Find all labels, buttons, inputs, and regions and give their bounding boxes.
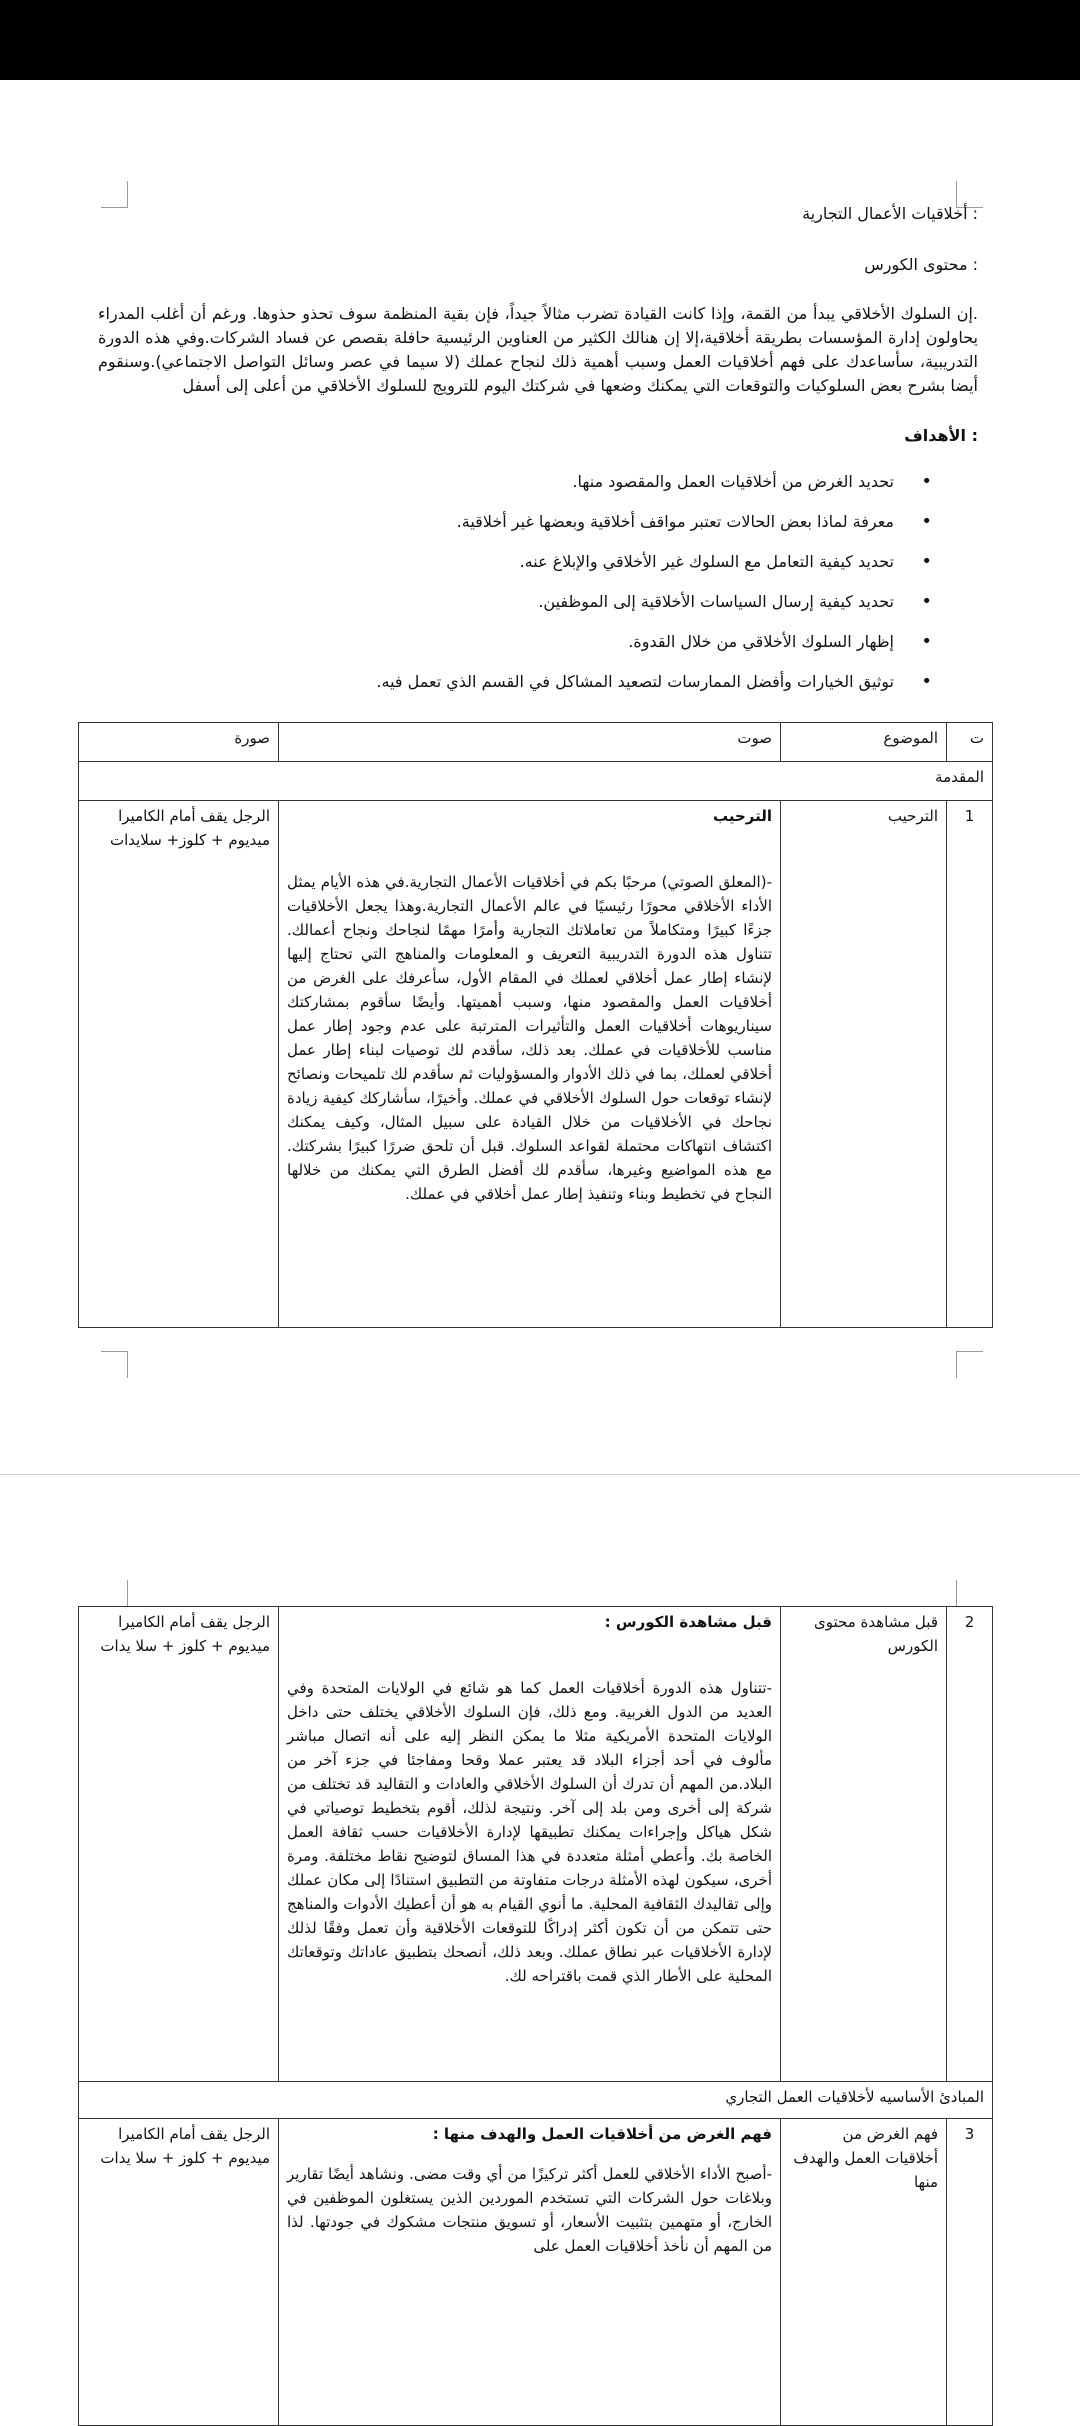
- section-row: [79, 762, 993, 801]
- header-audio: صوت: [279, 723, 781, 762]
- row-heading: فهم الغرض من أخلاقيات العمل والهدف منها :: [432, 2125, 772, 2143]
- top-status-bar: [0, 0, 1080, 80]
- row-body: -أصبح الأداء الأخلاقي للعمل أكثر تركيزًا من أي وقت مضى. ونشاهد أيضًا تقارير وبلاغات حول الشركات التي تستخدم الموردين الذين يستغلون الموظفين في الخارج، أو متهمين بتثبيت الأسعار، أو تسويق منتجات مشكوك في جودتها. لذا من المهم أن نأخذ أخلاقيات العمل على: [287, 2165, 772, 2255]
- row-heading: الترحيب: [712, 807, 772, 825]
- row-body: -(المعلق الصوتي) مرحبًا بكم في أخلاقيات الأعمال التجارية.في هذه الأيام يمثل الأداء الأخلاقي محورًا رئيسيًا في عالم الأعمال التجارية.وهذا يجعل الأخلاقيات جزءًا كبيرًا ومتكاملاً من تعاملاتك التجارية وأمرًا مهمًا لنجاحك ونجاح أعمالك. تتناول هذه الدورة التدريبية التعريف و المعلومات والمناهج التي تحتاج إليها لإنشاء إطار عمل أخلاقي لعملك في المقام الأول، سأعرفك على الغرض من أخلاقيات العمل والمقصود منها، وسبب أهميتها. وأيضًا سأقوم بمشاركتك سيناريوهات أخلاقيات العمل والتأثيرات المترتبة على عدم وجود إطار عمل مناسب للأخلاقيات في عملك. بعد ذلك، سأقدم لك توصيات لبناء إطار عمل أخلاقي لعملك، بما في ذلك الأدوار والمسؤوليات ثم سأقدم لك تلميحات ونصائح لإنشاء توقعات حول السلوك الأخلاقي في عملك. وأخيرًا، سأشاركك كيفية زيادة نجاحك في الأخلاقيات من خلال القيادة على سبيل المثال، وكيف يمكنك اكتشاف انتهاكات محتملة لقواعد السلوك. قبل أن تلحق ضررًا كبيرًا بشركتك. مع هذه المواضيع وغيرها، سأقدم لك أفضل الطرق التي يمكنك من خلالها النجاح في تخطيط وبناء وتنفيذ إطار عمل أخلاقي في عملك.: [287, 873, 772, 1203]
- list-item: • معرفة لماذا بعض الحالات تعتبر مواقف أخلاقية وبعضها غير أخلاقية.: [132, 510, 932, 550]
- row-audio: [279, 2119, 781, 2426]
- intro-paragraph: .إن السلوك الأخلاقي يبدأ من القمة، وإذا كانت القيادة تضرب مثالاً جيداً، فإن بقية المنظمة سوف تحذو حذوها. ورغم أن أغلب المدراء يحاولون إدارة المؤسسات بطريقة أخلاقية،إلا إن هنالك الكثير من العناوين الرئيسية حافلة بقصص عن فساد الشركات.وفي هذه الدورة التدريبية، سأساعدك على فهم أخلاقيات العمل وسبب أهمية ذلك لنجاح عملك (لا سيما في عصر وسائل التواصل الاجتماعي).وسنقوم أيضا بشرح بعض السلوكيات والتوقعات التي يمكنك وضعها في شركتك اليوم للترويج للسلوك الأخلاقي من أعلى إلى أسفل: [98, 304, 978, 395]
- crop-mark: [101, 181, 128, 208]
- row-audio: [279, 801, 781, 1328]
- row-topic: قبل مشاهدة محتوى الكورس: [781, 1607, 947, 2082]
- row-topic: الترحيب: [781, 801, 947, 1328]
- crop-mark: [101, 1580, 128, 1607]
- script-table-2: [78, 1606, 993, 2426]
- table-row: [79, 801, 993, 1328]
- list-item: • تحديد كيفية إرسال السياسات الأخلاقية إلى الموظفين.: [132, 590, 932, 630]
- course-content-label: : محتوى الكورس: [864, 255, 978, 274]
- section-title: المبادئ الأساسيه لأخلاقيات العمل التجاري: [79, 2082, 993, 2119]
- row-num: 1: [947, 801, 993, 1328]
- header-topic: الموضوع: [781, 723, 947, 762]
- section-title: المقدمة: [79, 762, 993, 801]
- spacer: [287, 2146, 772, 2162]
- section-row: [79, 2082, 993, 2119]
- crop-mark: [956, 1351, 983, 1378]
- header-image: صورة: [79, 723, 279, 762]
- list-item: • تحديد الغرض من أخلاقيات العمل والمقصود منها.: [132, 470, 932, 510]
- row-image: الرجل يقف أمام الكاميرا ميديوم + كلوز + سلا يدات: [79, 1607, 279, 2082]
- row-topic: فهم الغرض من أخلاقيات العمل والهدف منها: [781, 2119, 947, 2426]
- table-header-row: [79, 723, 993, 762]
- table-row: [79, 1607, 993, 2082]
- row-audio: [279, 1607, 781, 2082]
- row-image: الرجل يقف أمام الكاميرا ميديوم + كلوز+ سلايدات: [79, 801, 279, 1328]
- list-item: • تحديد كيفية التعامل مع السلوك غير الأخلاقي والإبلاغ عنه.: [132, 550, 932, 590]
- crop-mark: [956, 1580, 983, 1607]
- spacer: [287, 1634, 772, 1676]
- row-heading: قبل مشاهدة الكورس :: [604, 1613, 772, 1631]
- list-item: • توثيق الخيارات وأفضل الممارسات لتصعيد المشاكل في القسم الذي تعمل فيه.: [132, 670, 932, 710]
- row-num: 2: [947, 1607, 993, 2082]
- goals-list: [132, 470, 932, 710]
- document-title: : أخلاقيات الأعمال التجارية: [802, 204, 978, 223]
- list-item: • إظهار السلوك الأخلاقي من خلال القدوة.: [132, 630, 932, 670]
- row-image: الرجل يقف أمام الكاميرا ميديوم + كلوز + سلا يدات: [79, 2119, 279, 2426]
- table-row: [79, 2119, 993, 2426]
- row-num: 3: [947, 2119, 993, 2426]
- header-num: ت: [947, 723, 993, 762]
- script-table-1: [78, 722, 993, 1328]
- row-body: -تتناول هذه الدورة أخلاقيات العمل كما هو شائع في الولايات المتحدة وفي العديد من الدول الغربية. ومع ذلك، فإن السلوك الأخلاقي يختلف حتى داخل الولايات المتحدة الأمريكية مثلا ما يمكن النظر إليه على أنه اتصال مباشر مألوف في أحد أجزاء البلاد قد يعتبر عملا وقحا ومفاجئا في جزء آخر من البلاد.من المهم أن تدرك أن السلوك الأخلاقي والعادات و التقاليد قد تختلف من شركة إلى أخرى ومن بلد إلى آخر. ونتيجة لذلك، أقوم بتخطيط توصياتي في شكل هياكل وإجراءات يمكنك تطبيقها لإدارة الأخلاقيات حسب ثقافة العمل الخاصة بك. وأعطي أمثلة متعددة في هذا المساق لتوضيح نقاط مختلفة. ومرة أخرى، سيكون لهذه الأمثلة درجات متفاوتة من التطبيق استنادًا إلى مكان عملك وإلى تقاليدك الثقافية المحلية. ما أنوي القيام به هو أن أعطيك الأدوات والمناهج حتى تتمكن من أن تكون أكثر إدراكًا للتوقعات الأخلاقية وأن تعمل وفقًا لذلك لإدارة الأخلاقيات عبر نطاق عملك. وبعد ذلك، أنصحك بتطبيق عاداتك وتوقعاتك المحلية على الأطار الذي قمت باقتراحه لك.: [287, 1679, 772, 1985]
- goals-title: : الأهداف: [904, 426, 978, 445]
- spacer: [287, 828, 772, 870]
- page-separator: [0, 1474, 1080, 1475]
- crop-mark: [101, 1351, 128, 1378]
